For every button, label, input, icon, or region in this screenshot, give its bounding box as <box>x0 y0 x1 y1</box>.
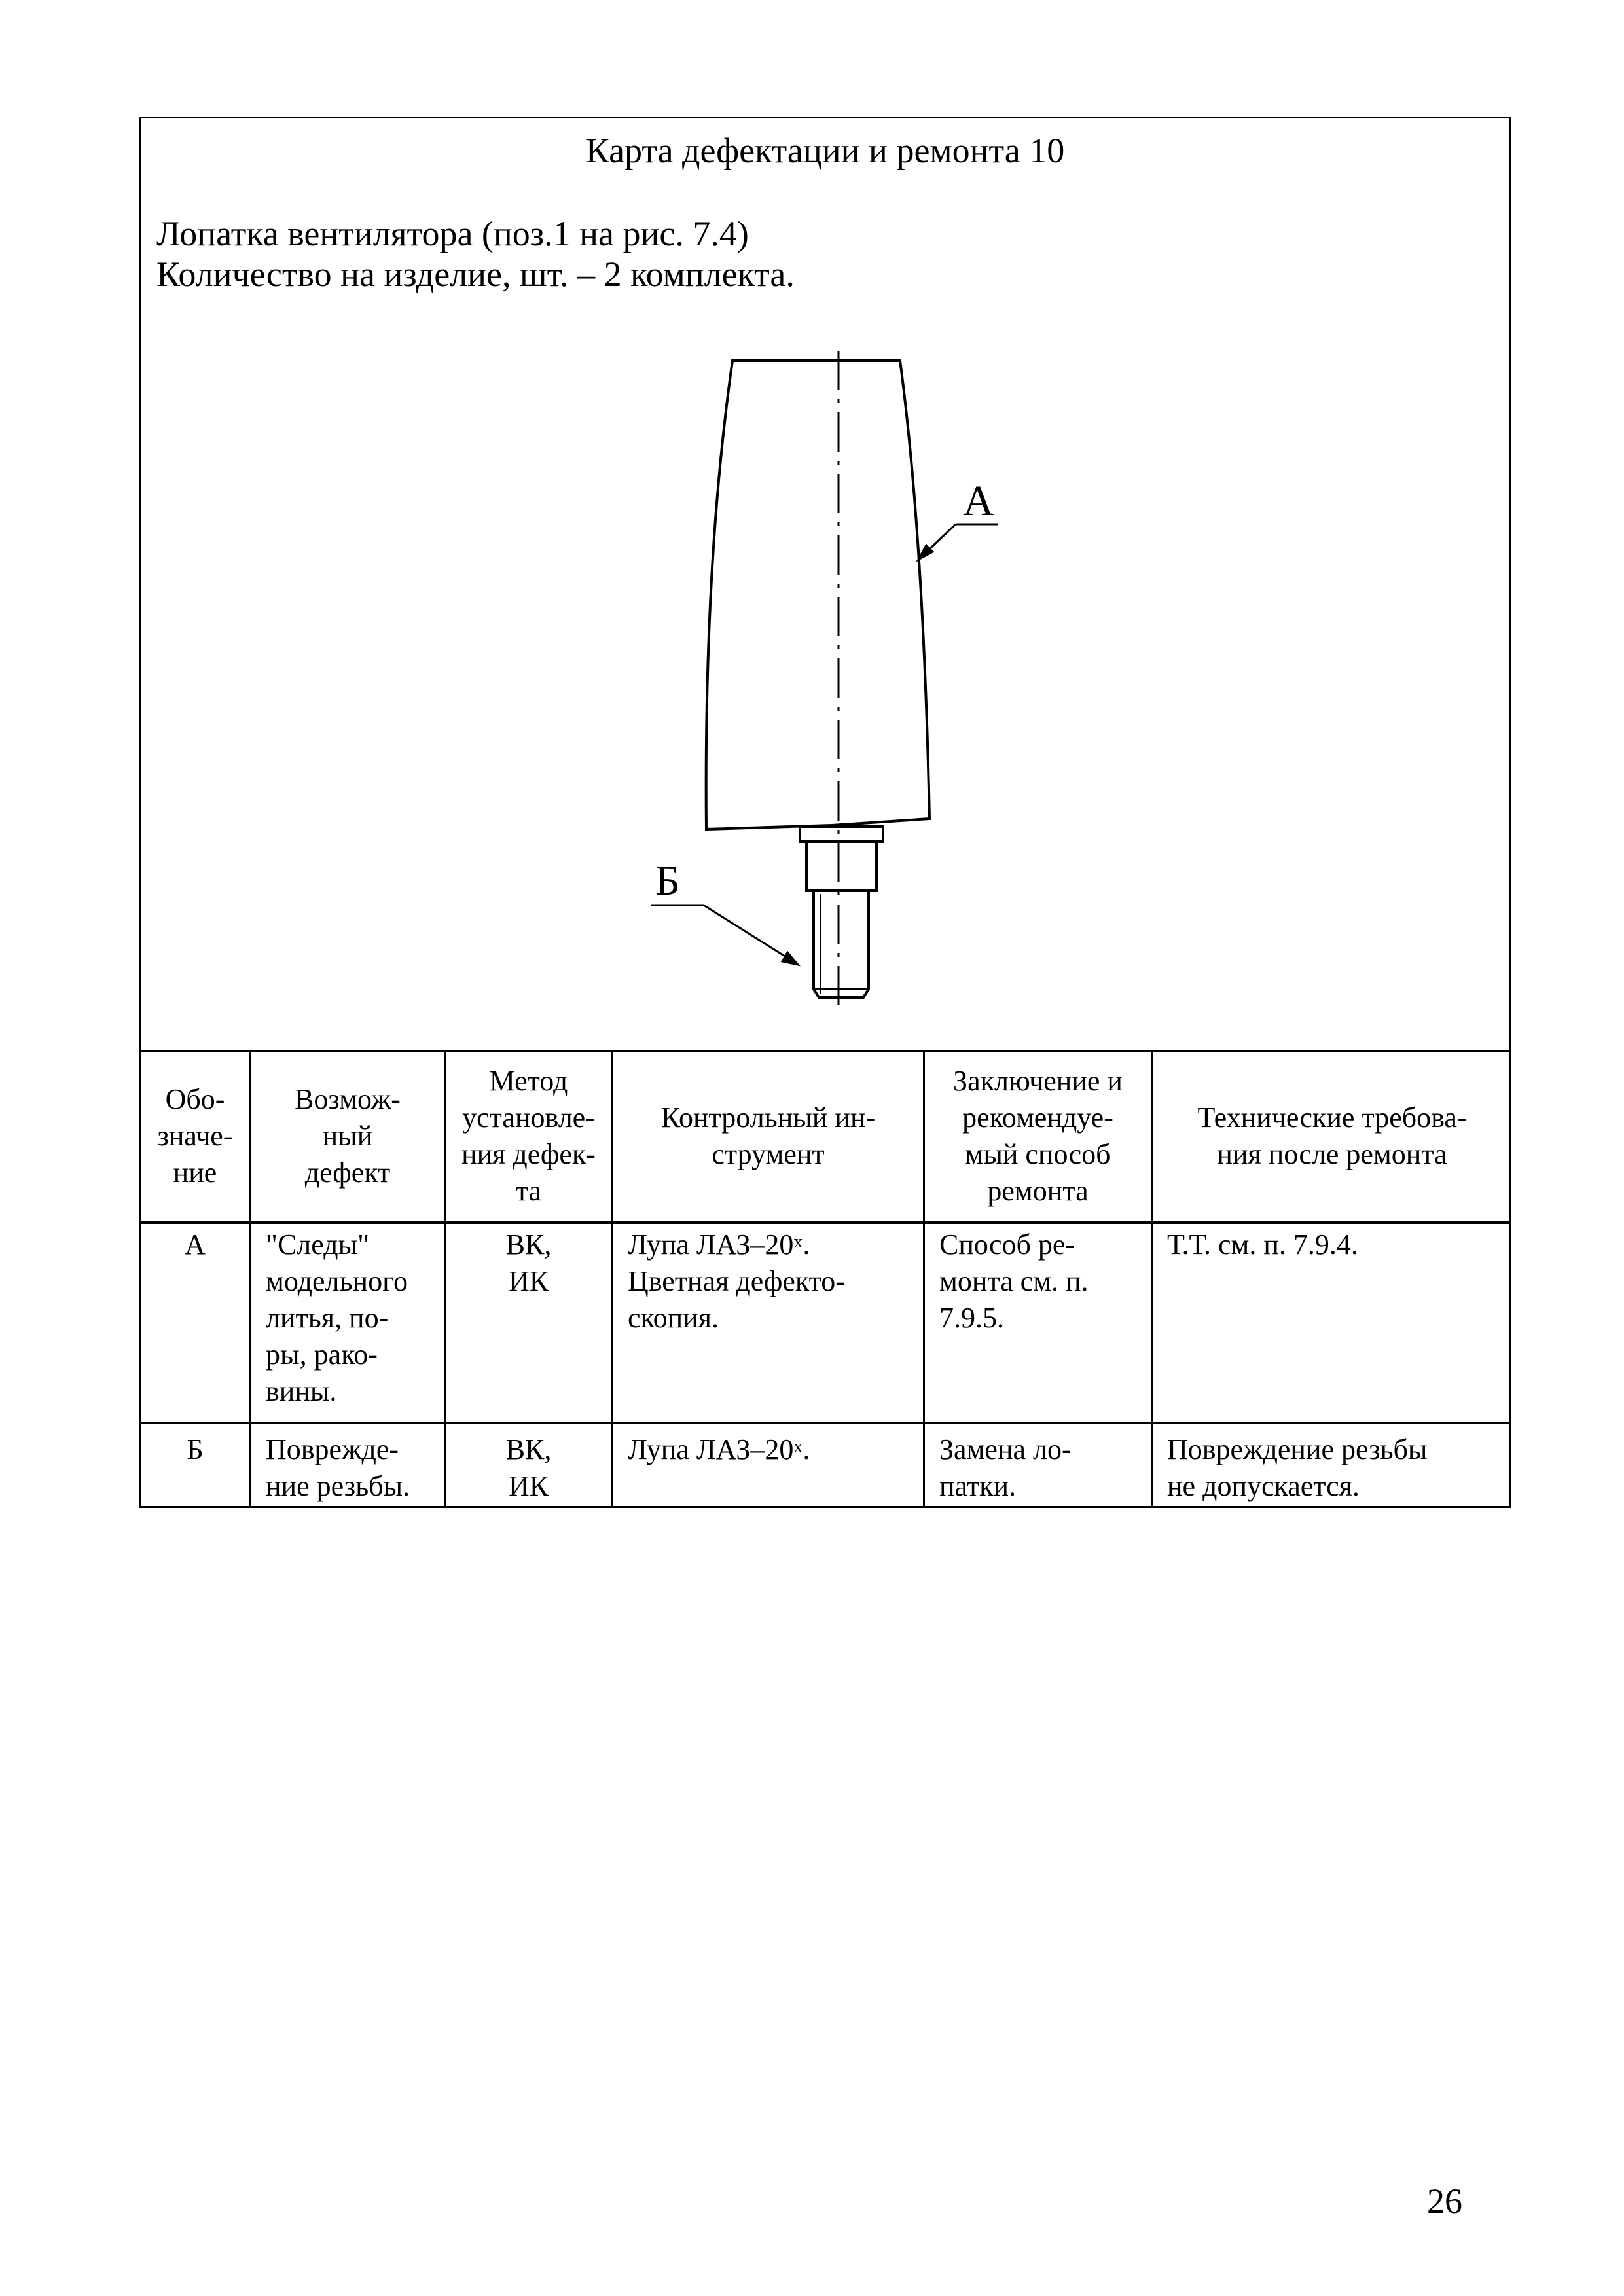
row-b-method: ВК, ИК <box>505 1433 552 1502</box>
row-a-defect: "Следы" модельного литья, по- ры, рако- вины. <box>266 1229 408 1407</box>
part-line: Лопатка вентилятора (поз.1 на рис. 7.4) <box>156 214 749 253</box>
header-defect: Возмож- ный дефект <box>295 1083 401 1189</box>
card-title: Карта дефектации и ремонта 10 <box>585 131 1065 170</box>
row-b-requirements: Повреждение резьбы не допускается. <box>1167 1433 1428 1502</box>
row-a-tool: Лупа ЛАЗ–$20^х$. Цветная дефекто- скопия. <box>628 1229 845 1334</box>
blade-thread <box>814 891 869 997</box>
blade-outline <box>706 361 929 829</box>
fan-blade-drawing <box>141 118 1513 1050</box>
row-b-tool: Лупа ЛАЗ–$20^х$. <box>628 1433 810 1465</box>
defect-card-frame <box>139 117 1511 1508</box>
header-conclusion: Заключение и рекомендуе- мый способ ремонта <box>953 1064 1123 1207</box>
table-row <box>141 1431 249 1468</box>
header-method: Метод установле- ния дефек- та <box>461 1064 596 1207</box>
row-b-designation: Б <box>187 1433 204 1465</box>
label-a: А <box>963 477 994 525</box>
label-b: Б <box>655 857 680 905</box>
header-designation: Обо- значе- ние <box>157 1083 233 1189</box>
row-b-conclusion: Замена ло- патки. <box>939 1433 1072 1502</box>
row-a-conclusion: Способ ре- монта см. п. 7.9.5. <box>939 1229 1089 1334</box>
row-a-designation: А <box>185 1229 206 1261</box>
row-a-requirements: Т.Т. см. п. 7.9.4. <box>1167 1229 1358 1261</box>
header-tool: Контрольный ин- струмент <box>660 1101 876 1170</box>
blade-flange <box>800 827 883 842</box>
blade-shank <box>806 842 876 891</box>
table-row <box>141 1227 249 1263</box>
page-number: 26 <box>1427 2181 1462 2221</box>
leader-a <box>918 524 998 560</box>
header-requirements: Технические требова- ния после ремонта <box>1197 1101 1467 1170</box>
leader-b <box>651 905 798 965</box>
row-b-defect: Поврежде- ние резьбы. <box>266 1433 410 1502</box>
row-a-method: ВК, ИК <box>505 1229 552 1297</box>
table-header-double-rule <box>141 1222 1509 1224</box>
quantity-line: Количество на изделие, шт. – 2 комплекта. <box>156 255 795 294</box>
table-row-divider <box>141 1422 1509 1424</box>
